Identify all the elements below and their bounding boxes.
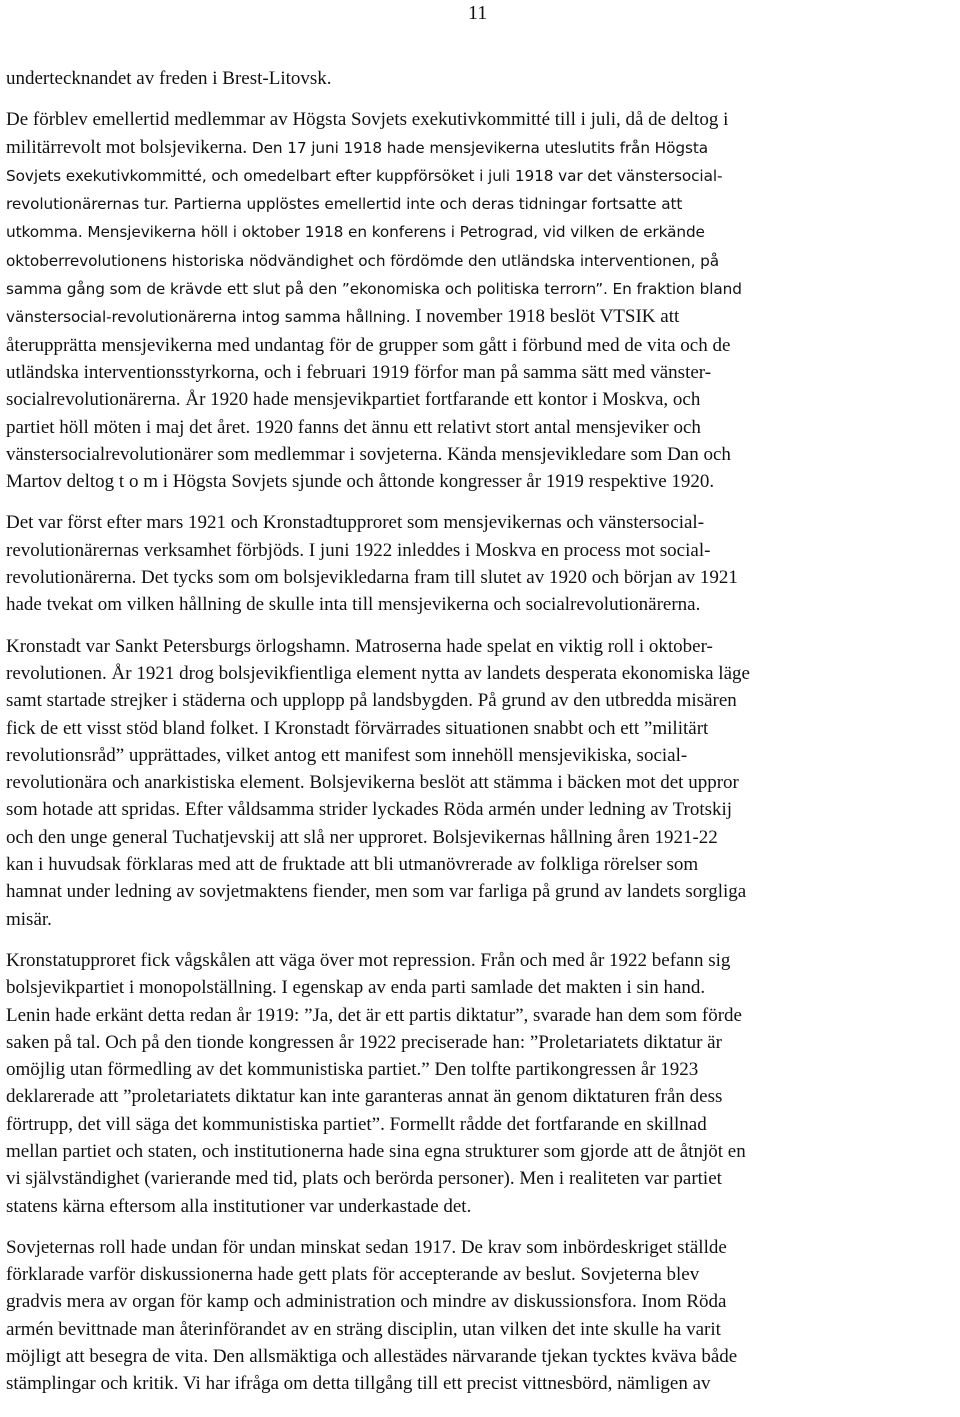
text-segment: stämplingar och kritik. Vi har ifråga om detta tillgång till ett precist vittnesbörd, nämligen av <box>6 1373 711 1395</box>
text-line <box>6 974 958 1001</box>
text-segment: förtrupp, det vill säga det kommunistiska partiet”. Formellt rådde det fortfarande en skillnad <box>6 1113 707 1135</box>
text-line <box>6 1002 958 1029</box>
text-line <box>6 1083 958 1110</box>
text-line <box>6 106 958 133</box>
text-line <box>6 1316 958 1343</box>
text-segment: revolutionärernas verksamhet förbjöds. I juni 1922 inleddes i Moskva en process mot social- <box>6 539 711 561</box>
text-segment: armén bevittnade man återinförandet av en sträng disciplin, utan vilken det inte skulle ha varit <box>6 1318 721 1340</box>
text-line <box>6 386 958 413</box>
text-segment: samma gång som de krävde ett slut på den ”ekonomiska och politiska terrorn”. En fraktion bland <box>6 280 742 299</box>
paragraph <box>6 1234 958 1398</box>
text-line <box>6 303 958 331</box>
text-line <box>6 591 958 618</box>
text-segment: samt startade strejker i städerna och upplopp på landsbygden. På grund av den utbredda misären <box>6 690 737 712</box>
text-segment: revolutionsråd” upprättades, vilket antog ett manifest som innehöll mensjevikiska, social- <box>6 744 688 766</box>
text-segment: Den 17 juni 1918 hade mensjevikerna uteslutits från Högsta <box>251 138 708 157</box>
text-line <box>6 824 958 851</box>
text-segment: Sovjeternas roll hade undan för undan minskat sedan 1917. De krav som inbördeskriget ställde <box>6 1236 727 1258</box>
text-segment: Kronstatupproret fick vågskålen att väga över mot repression. Från och med år 1922 befann sig <box>6 949 731 971</box>
text-line <box>6 332 958 359</box>
text-segment: revolutionen. År 1921 drog bolsjevikfientliga element nytta av landets desperata ekonomiska läge <box>6 662 750 684</box>
text-line <box>6 878 958 905</box>
text-segment: Sovjets exekutivkommitté, och omedelbart efter kuppförsöket i juli 1918 var det vänstersocial- <box>6 166 723 185</box>
text-segment: förklarade varför diskussionerna hade gett plats för accepterande av beslut. Sovjeterna blev <box>6 1264 700 1286</box>
text-segment: deklarerade att ”proletariatets diktatur kan inte garanteras annat än genom diktaturen från dess <box>6 1086 723 1108</box>
text-line <box>6 947 958 974</box>
text-segment: De förblev emellertid medlemmar av Högsta Sovjets exekutivkommitté till i juli, då de deltog i <box>6 109 729 131</box>
text-line <box>6 1165 958 1192</box>
text-segment: hade tvekat om vilken hållning de skulle inta till mensjevikerna och socialrevolutionärerna. <box>6 594 701 616</box>
paragraph <box>6 106 958 495</box>
text-segment: fick de ett visst stöd bland folket. I Kronstadt förvärrades situationen snabbt och ett ”militärt <box>6 717 709 739</box>
text-segment: gradvis mera av organ för kamp och administration och mindre av diskussionsfora. Inom Röda <box>6 1291 727 1313</box>
text-segment: och den unge general Tuchatjevskij att slå ner upproret. Bolsjevikernas hållning åren 1921-22 <box>6 826 718 848</box>
text-line <box>6 906 958 933</box>
text-line <box>6 742 958 769</box>
text-segment: saken på tal. Och på den tionde kongressen år 1922 preciserade han: ”Proletariatets diktatur är <box>6 1031 722 1053</box>
text-segment: revolutionärerna. Det tycks som om bolsjevikledarna fram till slutet av 1920 och början av 1921 <box>6 567 738 589</box>
text-segment: vänstersocialrevolutionärer som medlemmar i sovjeterna. Kända mensjevikledare som Dan och <box>6 443 731 465</box>
text-segment: utländska interventionsstyrkorna, och i februari 1919 förfor man på samma sätt med vänster- <box>6 361 712 383</box>
text-segment: undertecknandet av freden i Brest-Litovsk. <box>6 68 332 89</box>
text-line <box>6 1234 958 1261</box>
paragraph <box>6 65 958 92</box>
text-segment: I november 1918 beslöt VTSIK att <box>415 306 680 328</box>
text-segment: revolutionärernas tur. Partierna upplöstes emellertid inte och deras tidningar fortsatte att <box>6 195 683 214</box>
text-line <box>6 134 958 162</box>
text-line <box>6 687 958 714</box>
text-segment: militärrevolt mot bolsjevikerna. <box>6 136 252 158</box>
text-segment: vi självständighet (varierande med tid, plats och berörda personer). Men i realiteten var partiet <box>6 1168 722 1190</box>
page-number: 11 <box>468 2 488 24</box>
text-segment: utkomma. Mensjevikerna höll i oktober 1918 en konferens i Petrograd, vid vilken de erkände <box>6 223 705 242</box>
text-line <box>6 715 958 742</box>
text-line <box>6 1370 958 1397</box>
text-segment: oktoberrevolutionens historiska nödvändighet och fördömde den utländska interventionen, på <box>6 251 720 270</box>
text-line <box>6 359 958 386</box>
text-segment: revolutionära och anarkistiska element. Bolsjevikerna beslöt att stämma i bäcken mot det uppror <box>6 772 739 794</box>
text-segment: Lenin hade erkänt detta redan år 1919: ”Ja, det är ett partis diktatur”, svarade han dem som förde <box>6 1004 742 1026</box>
text-line <box>6 1261 958 1288</box>
paragraph <box>6 509 958 618</box>
text-line <box>6 564 958 591</box>
text-line <box>6 633 958 660</box>
text-line <box>6 468 958 495</box>
text-segment: misär. <box>6 908 52 930</box>
text-line <box>6 247 958 275</box>
text-segment: omöjlig utan förmedling av det kommunistiska partiet.” Den tolfte partikongressen år 1923 <box>6 1059 699 1081</box>
paragraph <box>6 633 958 933</box>
text-segment: bolsjevikpartiet i monopolställning. I egenskap av enda parti samlade det makten i sin hand. <box>6 977 706 999</box>
text-line <box>6 275 958 303</box>
text-segment: som hotade att spridas. Efter våldsamma strider lyckades Röda armén under ledning av Trotskij <box>6 799 733 821</box>
text-line <box>6 1111 958 1138</box>
text-line <box>6 509 958 536</box>
text-line <box>6 769 958 796</box>
text-line <box>6 1193 958 1220</box>
text-line <box>6 65 958 92</box>
text-line <box>6 660 958 687</box>
text-line <box>6 537 958 564</box>
text-segment: Martov deltog t o m i Högsta Sovjets sjunde och åttonde kongresser år 1919 respektive 1920. <box>6 471 715 493</box>
text-segment: Det var först efter mars 1921 och Kronstadtupproret som mensjevikernas och vänstersocial- <box>6 512 705 534</box>
text-segment: Kronstadt var Sankt Petersburgs örlogshamn. Matroserna hade spelat en viktig roll i oktober- <box>6 635 713 657</box>
text-line <box>6 1138 958 1165</box>
text-segment: möjligt att besegra de vita. Den allsmäktiga och allestädes närvarande tjekan tycktes kväva både <box>6 1346 738 1368</box>
text-segment: partiet höll möten i maj det året. 1920 fanns det ännu ett relativt stort antal mensjeviker och <box>6 416 701 438</box>
text-segment: återupprätta mensjevikerna med undantag för de grupper som gått i förbund med de vita och de <box>6 334 731 356</box>
text-segment: hamnat under ledning av sovjetmaktens fiender, men som var farliga på grund av landets sorgliga <box>6 881 747 903</box>
text-line <box>6 1056 958 1083</box>
text-line <box>6 190 958 218</box>
text-line <box>6 1029 958 1056</box>
text-segment: socialrevolutionärerna. År 1920 hade mensjevikpartiet fortfarande ett kontor i Moskva, och <box>6 389 701 411</box>
text-segment: statens kärna eftersom alla institutioner var underkastade det. <box>6 1195 472 1217</box>
paragraph <box>6 947 958 1220</box>
text-line <box>6 796 958 823</box>
text-segment: vänstersocial-revolutionärerna intog samma hållning. <box>6 308 416 327</box>
text-line <box>6 218 958 246</box>
text-line <box>6 1288 958 1315</box>
text-segment: kan i huvudsak förklaras med att de fruktade att bli utmanövrerade av folkliga rörelser som <box>6 854 699 876</box>
text-line <box>6 1343 958 1370</box>
text-line <box>6 414 958 441</box>
page-body <box>6 65 958 1412</box>
text-line <box>6 162 958 190</box>
text-line <box>6 851 958 878</box>
text-segment: mellan partiet och staten, och institutionerna hade sina egna strukturer som gjorde att de åtnjöt en <box>6 1140 746 1162</box>
text-line <box>6 441 958 468</box>
